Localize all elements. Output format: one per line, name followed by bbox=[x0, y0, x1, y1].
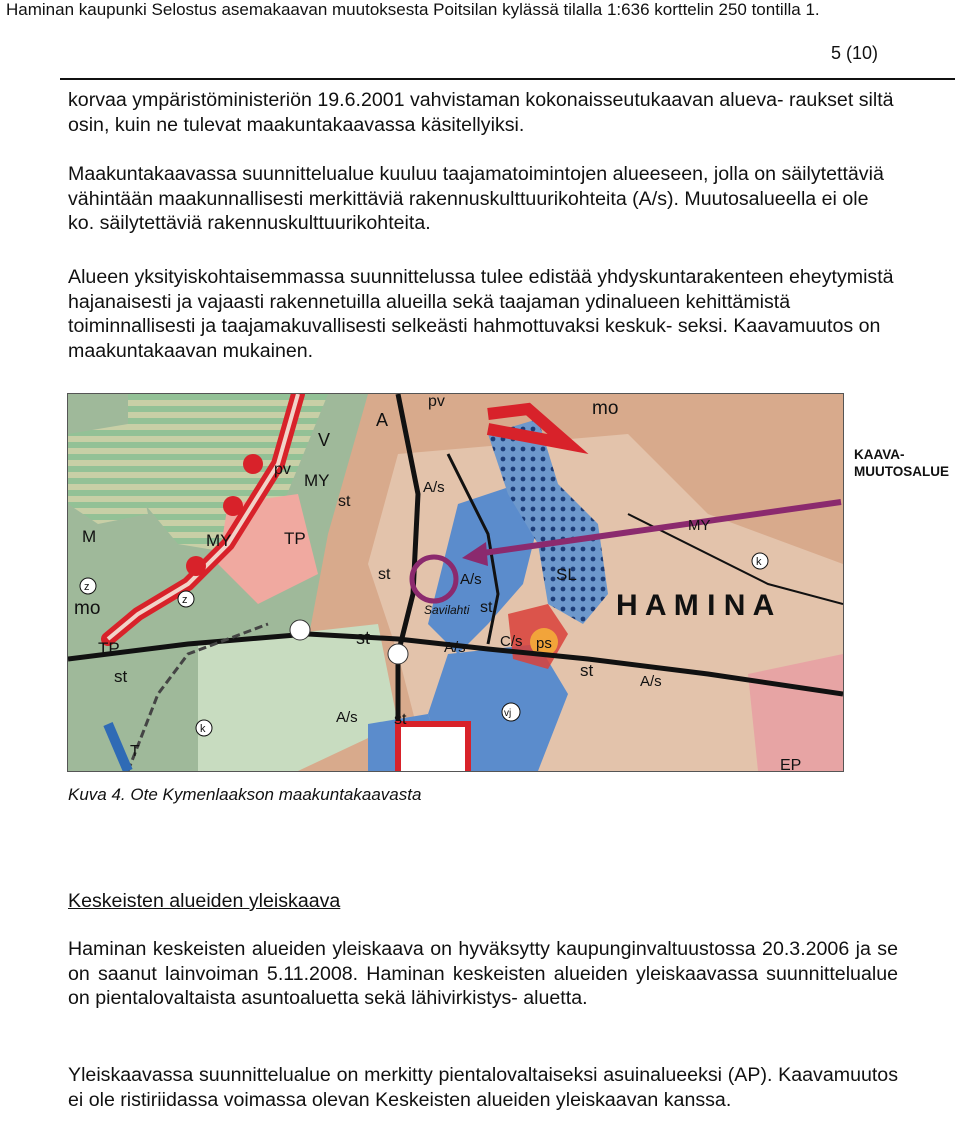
section-heading: Keskeisten alueiden yleiskaava bbox=[68, 890, 341, 912]
special-area bbox=[398, 724, 468, 771]
label-SL: SL bbox=[556, 565, 577, 584]
paragraph-ap-merkinta: Yleiskaavassa suunnittelualue on merkitty pientalovaltaiseksi asuinalueeksi (AP). Kaavamuutos ei ole ristiriidassa voimassa olevan Keskeisten alueiden yleiskaavan kanssa. bbox=[68, 1064, 898, 1111]
junction-marker bbox=[243, 454, 263, 474]
label-As-c: A/s bbox=[444, 639, 466, 656]
label-k-b: k bbox=[200, 723, 206, 735]
label-MY-right: MY bbox=[688, 517, 711, 534]
label-z-a: z bbox=[84, 581, 90, 593]
map-graphic bbox=[68, 394, 843, 771]
figure-caption: Kuva 4. Ote Kymenlaakson maakuntakaavasta bbox=[68, 785, 422, 804]
paragraph-intro: korvaa ympäristöministeriön 19.6.2001 vahvistaman kokonaisseutukaavan alueva- raukset siltä osin, kuin ne tulevat maakuntakaavassa käsitellyiksi. bbox=[68, 89, 894, 136]
label-V: V bbox=[318, 430, 331, 450]
label-As-a: A/s bbox=[423, 479, 445, 496]
label-st-d: st bbox=[580, 661, 594, 680]
label-ps: ps bbox=[536, 635, 552, 652]
label-TP-mid: TP bbox=[284, 529, 306, 548]
label-As-d: A/s bbox=[336, 709, 358, 726]
junction-marker bbox=[186, 556, 206, 576]
label-k-a: k bbox=[756, 556, 762, 568]
page-number: 5 (10) bbox=[830, 43, 878, 63]
regional-plan-map bbox=[67, 393, 844, 772]
document-header-title: Haminan kaupunki Selostus asemakaavan muutoksesta Poitsilan kylässä tilalla 1:636 korttelin 250 tontilla 1. bbox=[6, 0, 820, 19]
label-mo-left: mo bbox=[74, 598, 101, 619]
label-pv-left: pv bbox=[274, 461, 291, 478]
label-st-e: st bbox=[378, 566, 391, 583]
pink-zone-east bbox=[748, 654, 843, 771]
label-vj: vj bbox=[504, 708, 512, 719]
label-hamina: H A M I N A bbox=[616, 589, 775, 622]
label-st-b: st bbox=[356, 628, 371, 648]
junction-marker bbox=[223, 496, 243, 516]
label-st-f: st bbox=[338, 493, 351, 510]
label-T: T bbox=[130, 743, 140, 760]
label-pv-top: pv bbox=[428, 394, 445, 410]
interchange-marker bbox=[290, 620, 310, 640]
label-st-g: st bbox=[394, 711, 407, 728]
label-A-top: A bbox=[376, 410, 389, 430]
label-TP-left: TP bbox=[98, 639, 120, 658]
label-MY-top: MY bbox=[304, 471, 330, 490]
paragraph-yleiskaava: Haminan keskeisten alueiden yleiskaava on hyväksytty kaupunginvaltuustossa 20.3.2006 ja se on saanut lainvoiman 5.11.2008. Haminan keskeisten alueiden yleiskaavassa suunnittelualue on pientalovaltaista asuntoaluetta sekä lähivirkistys- aluetta. bbox=[68, 938, 898, 1009]
label-savilahti: Savilahti bbox=[424, 603, 470, 617]
label-mo-top: mo bbox=[592, 398, 619, 419]
label-As-b: A/s bbox=[460, 571, 482, 588]
label-MY-left: MY bbox=[206, 531, 232, 550]
callout-line-1: KAAVA- bbox=[854, 447, 905, 462]
callout-line-2: MUUTOSALUE bbox=[854, 464, 950, 479]
change-area-callout bbox=[854, 446, 949, 480]
label-st-c: st bbox=[480, 599, 493, 616]
paragraph-maakuntakaava: Maakuntakaavassa suunnittelualue kuuluu taajamatoimintojen alueeseen, jolla on säilytettäviä vähintään maakunnallisesti merkittäviä rakennuskulttuurikohteita (A/s). Muutosalueella ei ole ko. säilytettäviä rakennuskulttuurikohteita. bbox=[68, 163, 884, 234]
label-z-b: z bbox=[182, 594, 188, 606]
label-As-e: A/s bbox=[640, 673, 662, 690]
label-Cs: C/s bbox=[500, 633, 523, 650]
label-st-a: st bbox=[114, 667, 128, 686]
label-M: M bbox=[82, 527, 97, 546]
label-EP: EP bbox=[780, 757, 802, 771]
header-divider bbox=[60, 78, 955, 80]
paragraph-suunnittelu: Alueen yksityiskohtaisemmassa suunnittelussa tulee edistää yhdyskuntarakenteen eheytymistä hajanaisesti ja vajaasti rakennetuilla alueilla sekä taajaman ydinalueen kehittämistä toiminnallisesti ja taajamakuvallisesti selkeästi hahmottuvaksi keskuk- seksi. Kaavamuutos on maakuntakaavan mukainen. bbox=[68, 266, 894, 362]
interchange-marker bbox=[388, 644, 408, 664]
